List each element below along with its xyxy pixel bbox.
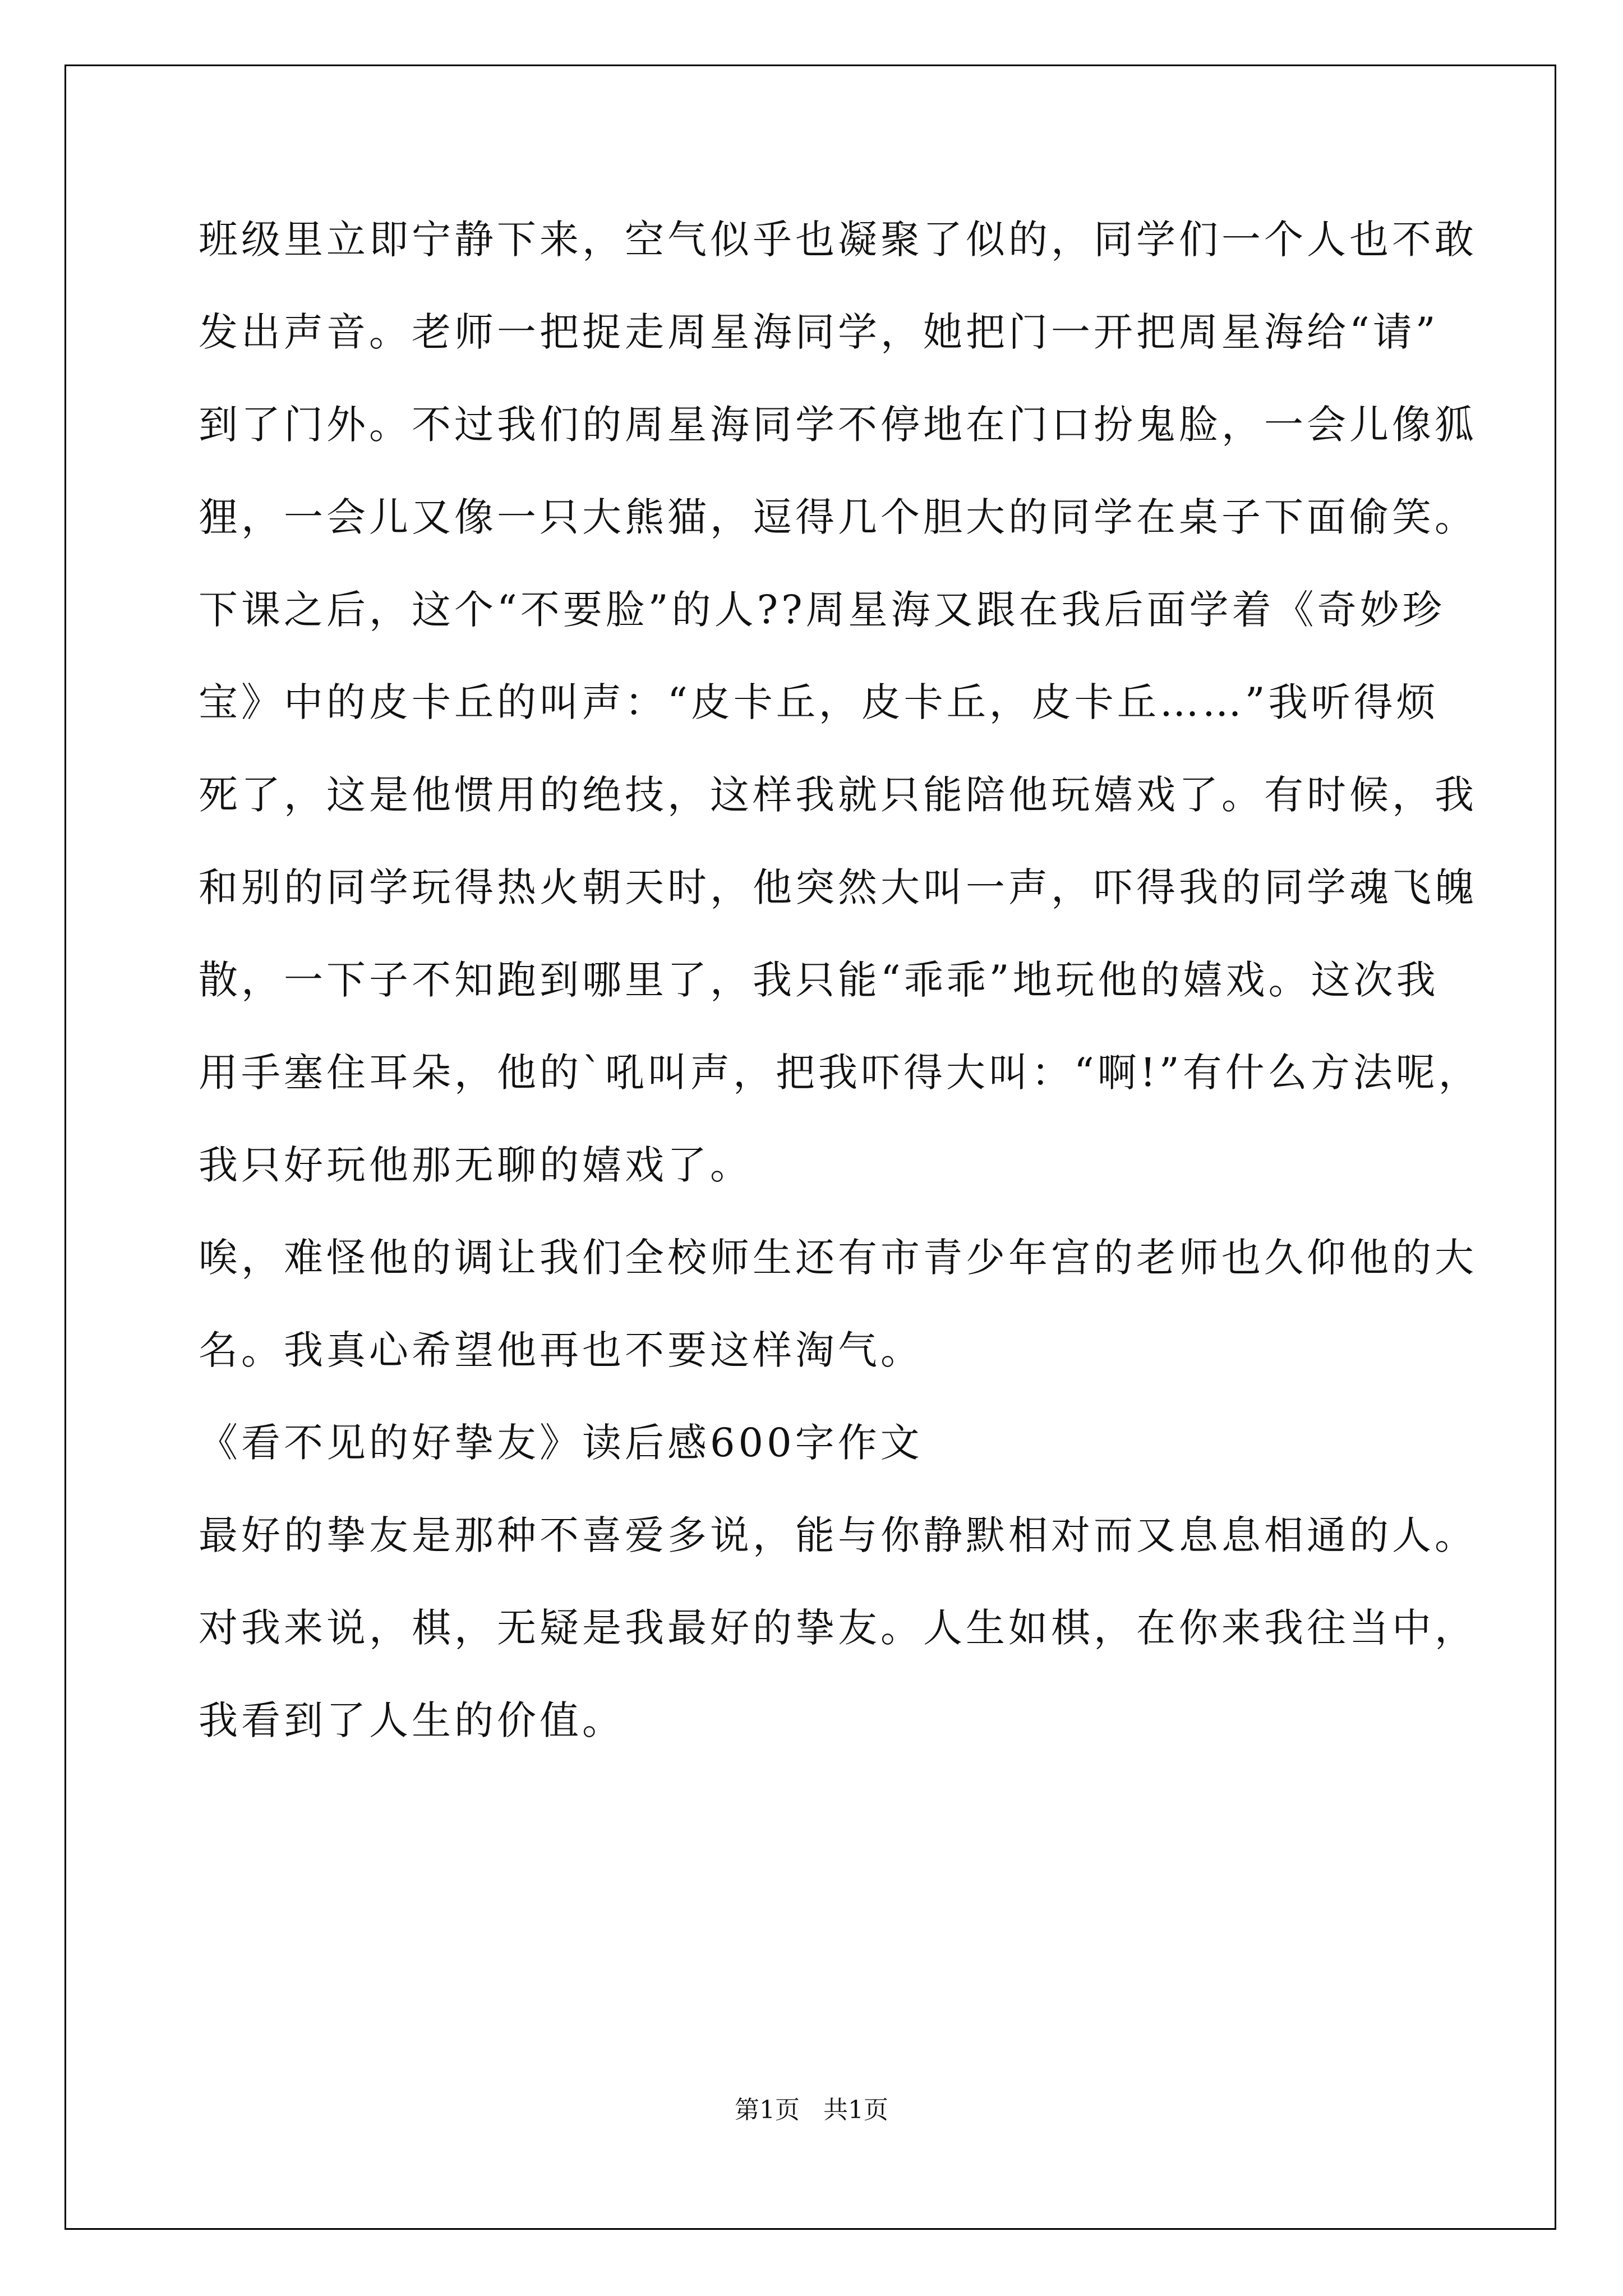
text-line: 下课之后，这个“不要脸”的人??周星海又跟在我后面学着《奇妙珍: [199, 587, 1445, 633]
document-body: [199, 217, 1481, 1793]
text-line: 到了门外。不过我们的周星海同学不停地在门口扮鬼脸，一会儿像狐: [199, 402, 1477, 448]
text-line: 死了，这是他惯用的绝技，这样我就只能陪他玩嬉戏了。有时候，我: [199, 772, 1477, 818]
section-title: 《看不见的好挚友》读后感600字作文: [199, 1420, 923, 1466]
text-line: 对我来说，棋，无疑是我最好的挚友。人生如棋，在你来我往当中，: [199, 1605, 1477, 1651]
text-line: 狸，一会儿又像一只大熊猫，逗得几个胆大的同学在桌子下面偷笑。: [199, 494, 1477, 540]
text-line: 散，一下子不知跑到哪里了，我只能“乖乖”地玩他的嬉戏。这次我: [199, 957, 1439, 1003]
text-line: 名。我真心希望他再也不要这样淘气。: [199, 1327, 923, 1373]
text-line: 我只好玩他那无聊的嬉戏了。: [199, 1142, 753, 1188]
page-footer: 第1页 共1页: [735, 2096, 888, 2124]
text-line: 最好的挚友是那种不喜爱多说，能与你静默相对而又息息相通的人。: [199, 1512, 1477, 1558]
text-line: 用手塞住耳朵，他的`吼叫声，把我吓得大叫：“啊!”有什么方法呢，: [199, 1050, 1481, 1096]
text-line: 我看到了人生的价值。: [199, 1697, 625, 1743]
text-line: 唉，难怪他的调让我们全校师生还有市青少年宫的老师也久仰他的大: [199, 1235, 1477, 1281]
text-line: 宝》中的皮卡丘的叫声：“皮卡丘，皮卡丘，皮卡丘……”我听得烦: [199, 679, 1439, 725]
text-line: 和别的同学玩得热火朝天时，他突然大叫一声，吓得我的同学魂飞魄: [199, 864, 1477, 910]
text-line: 班级里立即宁静下来，空气似乎也凝聚了似的，同学们一个人也不敢: [199, 217, 1477, 263]
text-line: 发出声音。老师一把捉走周星海同学，她把门一开把周星海给“请”: [199, 309, 1439, 355]
